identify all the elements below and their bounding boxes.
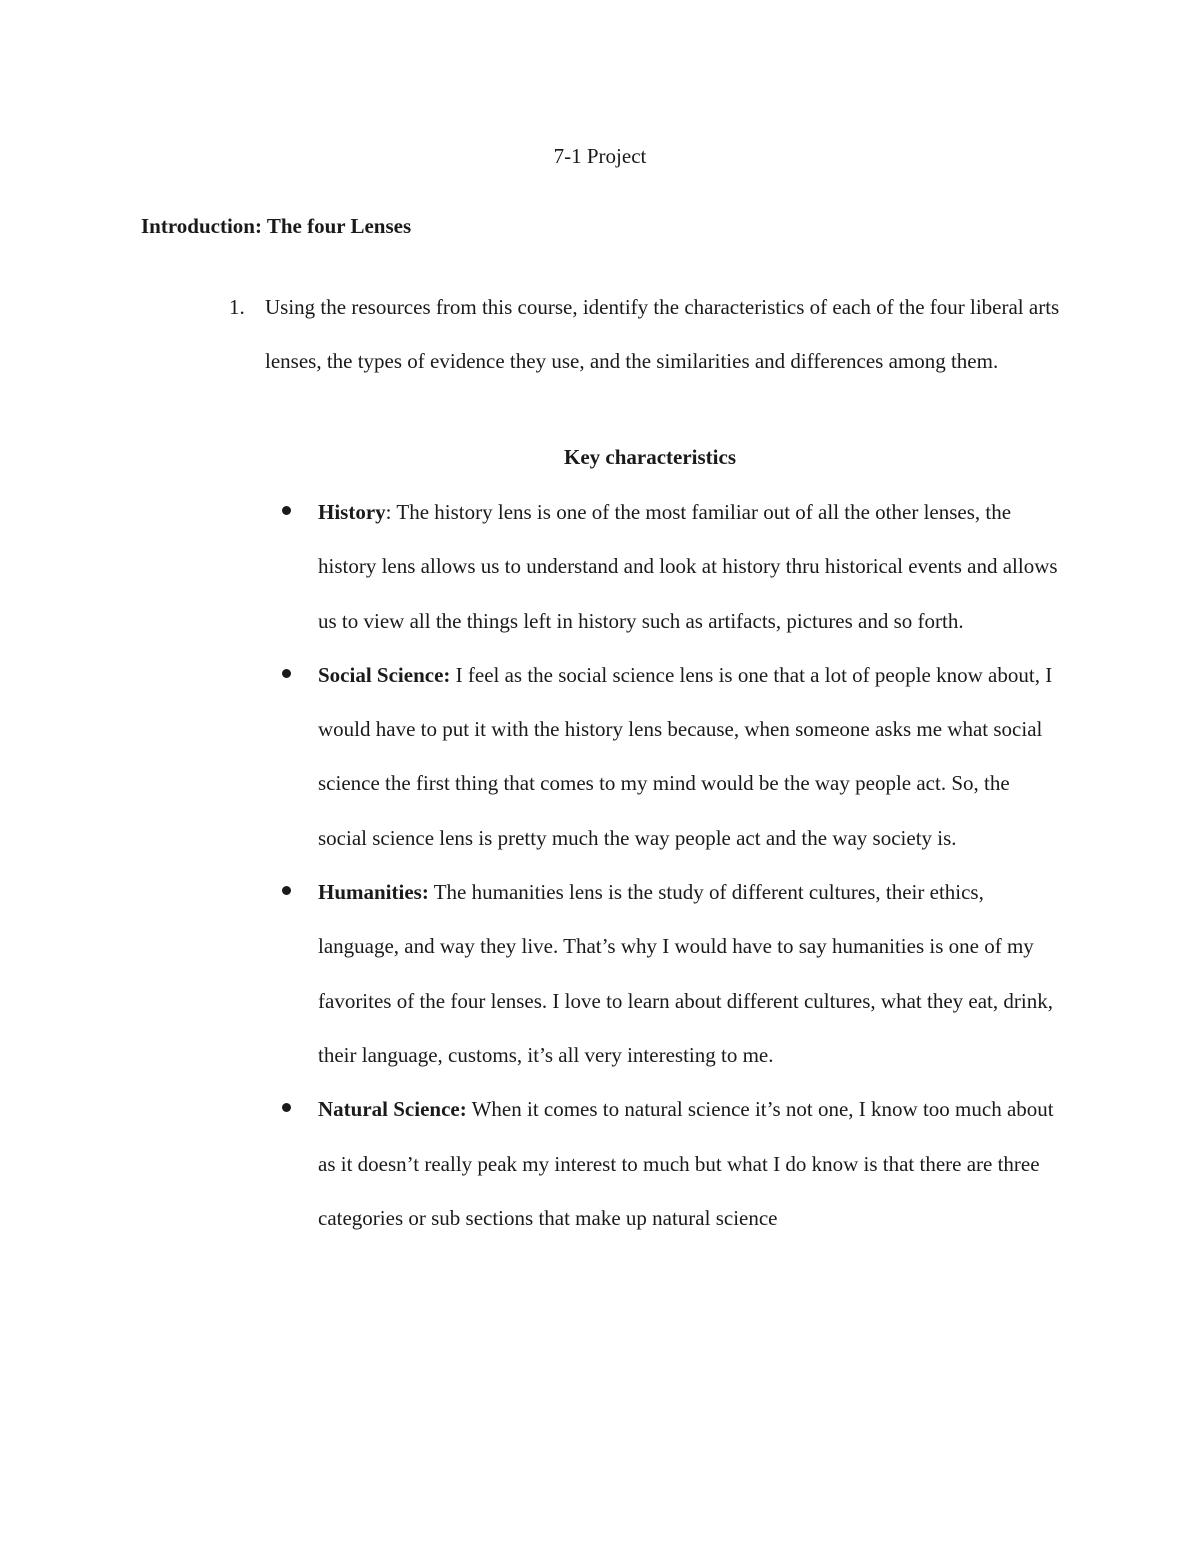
bullet-dot-icon: [282, 886, 291, 895]
lens-description: The history lens is one of the most familiar out of all the other lenses, the history lens allows us to understand and look at history thru historical events and allows us to view all the things left in history such as artifacts, pictures and so forth.: [318, 500, 1058, 633]
bullet-history: [318, 485, 1058, 648]
lens-description: When it comes to natural science it’s not one, I know too much about as it doesn’t really peak my interest to much but what I do know is that there are three categories or sub sections that make up natural science: [318, 1097, 1054, 1230]
lens-description: I feel as the social science lens is one that a lot of people know about, I would have to put it with the history lens because, when someone asks me what social science the first thing that comes to my mind would be the way people act. So, the social science lens is pretty much the way people act and the way society is.: [318, 662, 1053, 850]
lens-term: Social Science:: [318, 662, 451, 687]
bullet-dot-icon: [282, 669, 291, 678]
lens-term: History: [318, 500, 386, 524]
document-title: 7-1 Project: [553, 144, 647, 168]
bullet-dot-icon: [282, 506, 291, 515]
lens-bullet-list: [318, 485, 1058, 1245]
lens-term-separator: :: [385, 500, 392, 524]
intro-heading: Introduction: The four Lenses: [141, 214, 412, 238]
lens-description: The humanities lens is the study of different cultures, their ethics, language, and way they live. That’s why I would have to say humanities is one of my favorites of the four lenses. I love to learn about different cultures, what they eat, drink, their language, customs, it’s all very interesting to me.: [318, 880, 1053, 1067]
bullet-natural-science: [318, 1082, 1058, 1245]
question-text: Using the resources from this course, identify the characteristics of each of the four liberal arts lenses, the types of evidence they use, and the similarities and differences among them.: [265, 295, 1060, 374]
bullet-dot-icon: [282, 1103, 291, 1112]
question-number: 1.: [229, 295, 245, 319]
bullet-humanities: [318, 865, 1058, 1082]
lens-term: Natural Science:: [318, 1097, 467, 1122]
lens-term: Humanities:: [318, 880, 429, 905]
key-characteristics-heading: Key characteristics: [563, 445, 736, 469]
bullet-social-science: [318, 648, 1058, 865]
